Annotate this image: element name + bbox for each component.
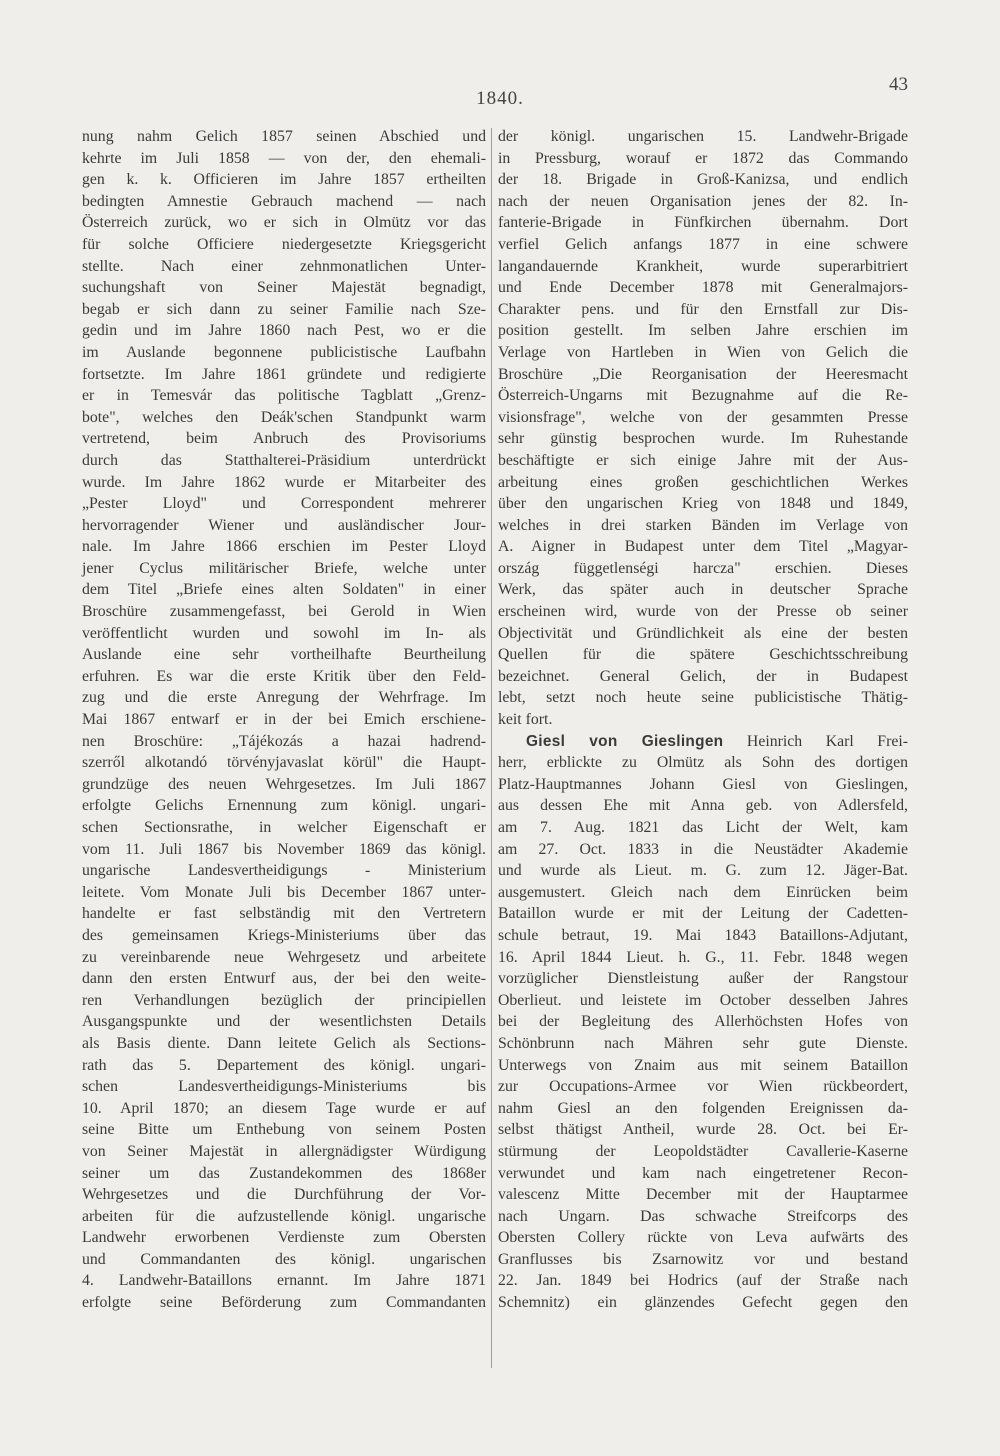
text-line: Österreich-Ungarns mit Bezugnahme auf die Re- (498, 387, 908, 405)
text-line: bote", welches den Deák'schen Standpunkt warm (82, 408, 486, 426)
text-line: suchungshaft von Seiner Majestät begnadigt, (82, 279, 486, 297)
text-line: aus dessen Ehe mit Anna geb. von Adlersfeld, (498, 797, 908, 815)
text-line: leitete. Vom Monate Juli bis December 1867 unter- (82, 883, 486, 901)
text-line: nach der neuen Organisation jenes der 82. In- (498, 192, 908, 210)
text-line: in Pressburg, worauf er 1872 das Commando (498, 149, 908, 167)
text-line: dann den ersten Entwurf aus, der bei den weite- (82, 970, 486, 988)
text-line: Charakter pens. und für den Ernstfall zur Dis- (498, 300, 908, 318)
text-line: Granflusses bis Zsarnowitz vor und bestand (498, 1250, 908, 1268)
text-line: fortsetzte. Im Jahre 1861 gründete und redigierte (82, 365, 486, 383)
text-line: bezeichnet. General Gelich, der in Budapest (498, 667, 908, 685)
text-line: dem Titel „Briefe eines alten Soldaten" in einer (82, 581, 486, 599)
text-line: Verlage von Hartleben in Wien von Gelich die (498, 343, 908, 361)
text-line: rath das 5. Departement des königl. ungari- (82, 1056, 486, 1074)
text-line: Mai 1867 entwarf er in der bei Emich erschiene- (82, 711, 486, 729)
text-line: ország függetlenségi harcza" erschien. Dieses (498, 559, 908, 577)
text-line: und Ende December 1878 mit Generalmajors- (498, 279, 908, 297)
text-line: schule betraut, 19. Mai 1843 Bataillons-Adjutant, (498, 926, 908, 944)
text-line: vorzüglicher Dienstleistung außer der Rangstour (498, 970, 908, 988)
text-line: verwundet und kam nach eingetretener Recon- (498, 1164, 908, 1182)
text-line: Broschüre „Die Reorganisation der Heeresmacht (498, 365, 908, 383)
text-line: Österreich zurück, wo er sich in Olmütz vor das (82, 214, 486, 232)
text-line: Wehrgesetzes und die Durchführung der Vor- (82, 1186, 486, 1204)
text-line: Ausgangspunkte und der wesentlichsten Details (82, 1013, 486, 1031)
text-line: 22. Jan. 1849 bei Hodrics (auf der Straße nach (498, 1272, 908, 1290)
text-line: bedingten Amnestie Gebrauch machend — nach (82, 192, 486, 210)
text-line: seiner um das Zustandekommen des 1868er (82, 1164, 486, 1182)
right-column (498, 126, 908, 1314)
text-line: keit fort. (498, 711, 553, 729)
text-line: erfolgte seine Beförderung zum Commandanten (82, 1294, 486, 1312)
text-line: am 27. Oct. 1833 in die Neustädter Akademie (498, 840, 908, 858)
text-line: langandauernde Krankheit, wurde superarbitriert (498, 257, 908, 275)
text-line: nung nahm Gelich 1857 seinen Abschied und (82, 128, 486, 145)
text-line: gedin und im Jahre 1860 nach Pest, wo er die (82, 322, 486, 340)
text-line: nach Ungarn. Das schwache Streifcorps des (498, 1207, 908, 1225)
text-line: zug und die erste Anregung der Wehrfrage. Im (82, 689, 486, 707)
text-line: bei der Begleitung des Allerhöchsten Hofes von (498, 1013, 908, 1031)
text-line: grundzüge des neuen Wehrgesetzes. Im Juli 1867 (82, 775, 486, 793)
text-line: zu vereinbarende neue Wehrgesetz und arbeitete (82, 948, 486, 966)
text-line: 10. April 1870; an diesem Tage wurde er auf (82, 1099, 486, 1117)
text-line: gen k. k. Officieren im Jahre 1857 ertheilten (82, 171, 486, 189)
text-line: 16. April 1844 Lieut. h. G., 11. Febr. 1848 wegen (498, 948, 908, 966)
text-line: von Seiner Majestät in allergnädigster Würdigung (82, 1142, 486, 1160)
text-line: selbst thätigst Antheil, wurde 28. Oct. bei Er- (498, 1121, 908, 1139)
entry-heading-line (498, 731, 908, 753)
text-line: erfuhren. Es war die erste Kritik über den Feld- (82, 667, 486, 685)
text-line: ungarische Landesvertheidigungs - Ministerium (82, 862, 486, 880)
text-line: und wurde als Lieut. m. G. zum 12. Jäger-Bat. (498, 862, 908, 880)
text-line: und Commandanten des königl. ungarischen (82, 1250, 486, 1268)
text-line: Schönbrunn nach Mähren sehr gute Dienste. (498, 1034, 908, 1052)
left-column (82, 126, 486, 1314)
text-line: Schemnitz) ein glänzendes Gefecht gegen den (498, 1294, 908, 1312)
text-line: herr, erblickte zu Olmütz als Sohn des dortigen (498, 754, 908, 772)
text-line: lebt, setzt noch heute seine publicistische Thätig- (498, 689, 908, 707)
text-line: Platz-Hauptmannes Johann Giesl von Gieslingen, (498, 775, 908, 793)
text-line: Landwehr erworbenen Verdienste zum Obersten (82, 1229, 486, 1247)
text-line: im Auslande begonnene publicistische Laufbahn (82, 343, 486, 361)
text-line: erscheinen wird, wurde von der Presse ob seiner (498, 603, 908, 621)
text-line: 4. Landwehr-Bataillons ernannt. Im Jahre 1871 (82, 1272, 486, 1290)
text-line: für solche Officiere niedergesetzte Kriegsgericht (82, 235, 486, 253)
text-line: arbeiten für die aufzustellende königl. ungarische (82, 1207, 486, 1225)
text-line: veröffentlicht wurden und sowohl im In- als (82, 624, 486, 642)
text-line: erfolgte Gelichs Ernennung zum königl. ungari- (82, 797, 486, 815)
text-line: vom 11. Juli 1867 bis November 1869 das königl. (82, 840, 486, 858)
entry-name: Giesl von Gieslingen (526, 732, 724, 750)
running-header-year: 1840. (476, 88, 524, 109)
text-line: Quellen für die spätere Geschichtsschreibung (498, 646, 908, 664)
text-line: A. Aigner in Budapest unter dem Titel „Magyar- (498, 538, 908, 556)
text-line: nahm Giesl an den folgenden Ereignissen da- (498, 1099, 908, 1117)
text-line: Auslande eine sehr vortheilhafte Beurtheilung (82, 646, 486, 664)
text-line: Oberlieut. und leistete im October desselben Jahres (498, 991, 908, 1009)
text-line: handelte er fast selbständig mit den Vertretern (82, 905, 486, 923)
text-line: Bataillon wurde er mit der Leitung der Cadetten- (498, 905, 908, 923)
page-number: 43 (889, 74, 908, 95)
text-line: arbeitung eines großen geschichtlichen Werkes (498, 473, 908, 491)
text-line: als Basis diente. Dann leitete Gelich als Sections- (82, 1034, 486, 1052)
text-line: der königl. ungarischen 15. Landwehr-Brigade (498, 128, 908, 145)
text-line: vertretend, beim Anbruch des Provisoriums (82, 430, 486, 448)
text-line: über den ungarischen Krieg von 1848 und 1849, (498, 495, 908, 513)
text-line: des gemeinsamen Kriegs-Ministeriums über das (82, 926, 486, 944)
text-line: „Pester Lloyd" und Correspondent mehrerer (82, 495, 486, 513)
text-line: am 7. Aug. 1821 das Licht der Welt, kam (498, 819, 908, 836)
text-line: zur Occupations-Armee vor Wien rückbeordert, (498, 1078, 908, 1096)
text-line: seine Bitte um Enthebung von seinem Posten (82, 1121, 486, 1139)
text-line: stellte. Nach einer zehnmonatlichen Unter- (82, 257, 486, 275)
text-line: er in Temesvár das politische Tagblatt „Grenz- (82, 387, 486, 405)
text-line: beschäftigte er sich einige Jahre mit der Aus- (498, 451, 908, 469)
text-line: begab er sich dann zu seiner Familie nach Sze- (82, 300, 486, 318)
text-line: szerről alkotandó törvényjavaslat körül" die Haupt- (82, 754, 486, 772)
text-line: ausgemustert. Gleich nach dem Einrücken beim (498, 883, 908, 901)
text-line: welches in drei starken Bänden im Verlage von (498, 516, 908, 534)
text-line: Broschüre zusammengefasst, bei Gerold in Wien (82, 603, 486, 621)
text-line: durch das Statthalterei-Präsidium unterdrückt (82, 451, 486, 469)
text-line: jener Cyclus militärischer Briefe, welche unter (82, 559, 486, 577)
text-line: nale. Im Jahre 1866 erschien im Pester Lloyd (82, 538, 486, 556)
text-line: Obersten Collery rückte von Leva aufwärts des (498, 1229, 908, 1247)
text-line: stürmung der Leopoldstädter Cavallerie-Kaserne (498, 1142, 908, 1160)
text-line: der 18. Brigade in Groß-Kanizsa, und endlich (498, 171, 908, 189)
entry-first-line-text: Heinrich Karl Frei- (723, 732, 908, 750)
text-line: schen Sectionsrathe, in welcher Eigenschaft er (82, 819, 486, 836)
text-line: valescenz Mitte December mit der Hauptarmee (498, 1186, 908, 1204)
text-line: ren Verhandlungen bezüglich der principiellen (82, 991, 486, 1009)
text-line: visionsfrage", welche von der gesammten Presse (498, 408, 908, 426)
text-line: hervorragender Wiener und ausländischer Jour- (82, 516, 486, 534)
text-line: position gestellt. Im selben Jahre erschien im (498, 322, 908, 340)
text-line: Unterwegs von Znaim aus mit seinem Bataillon (498, 1056, 908, 1074)
column-divider (491, 128, 492, 1368)
text-line: sehr günstig besprochen wurde. Im Ruhestande (498, 430, 908, 448)
text-line: Objectivität und Gründlichkeit als eine der besten (498, 624, 908, 642)
text-line: nen Broschüre: „Tájékozás a hazai hadrend- (82, 732, 486, 750)
text-line: wurde. Im Jahre 1862 wurde er Mitarbeiter des (82, 473, 486, 491)
text-line: schen Landesvertheidigungs-Ministeriums bis (82, 1078, 486, 1096)
text-line: kehrte im Juli 1858 — von der, den ehemali- (82, 149, 486, 167)
text-line: Werk, das später auch in deutscher Sprache (498, 581, 908, 599)
text-line: verfiel Gelich anfangs 1877 in eine schwere (498, 235, 908, 253)
text-line: fanterie-Brigade in Fünfkirchen übernahm. Dort (498, 214, 908, 232)
